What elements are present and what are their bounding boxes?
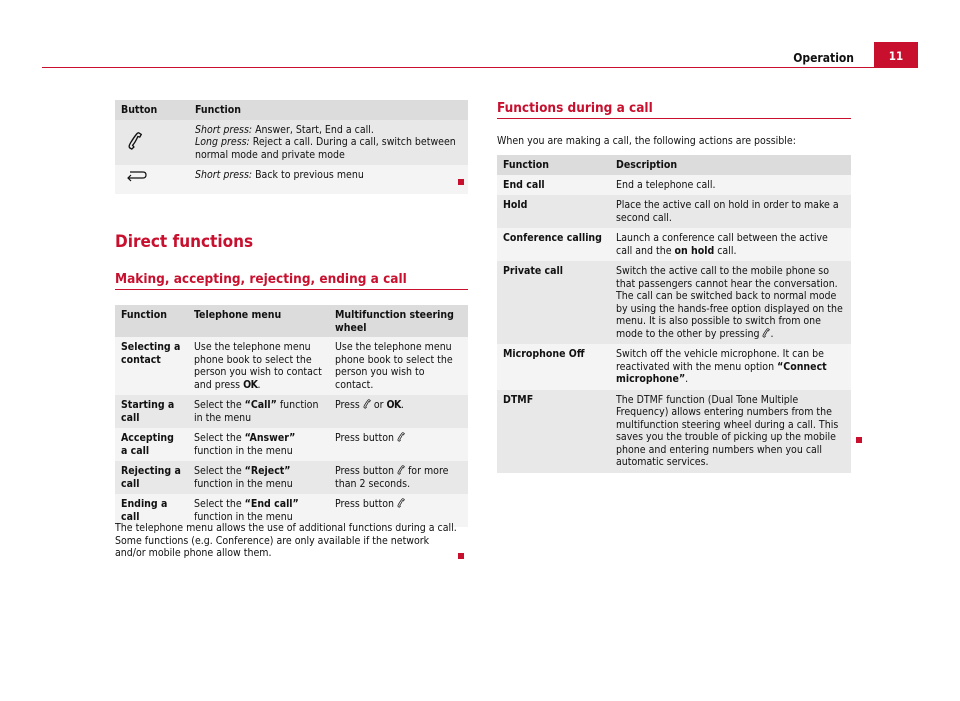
table-row [497,261,851,344]
menu-cell: Select the “Reject” function in the menu [188,461,329,494]
table-row [115,120,468,166]
end-marker [856,437,862,443]
back-arrow-icon [126,169,148,183]
function-cell: Selecting a contact [115,337,188,395]
ok-key-icon: OK [386,399,401,411]
short-press-text: Answer, Start, End a call. [252,123,374,136]
long-press-label: Long press: [195,136,250,148]
section-title-during-call: Functions during a call [497,100,653,116]
long-press-text: Reject a call. During a call, switch between normal mode and private mode [195,136,456,161]
description-cell: The DTMF function (Dual Tone Multiple Frequency) allows entering numbers from the multifunction steering wheel during a call. This saves you the trouble of picking up the mobile phone and entering numbers when you call automatic services. [610,390,851,473]
description-cell: Switch the active call to the mobile phone so that passengers cannot hear the conversation. The call can be switched back to normal mode by using the hands-free option displayed on the menu. It is also possible to switch from one mode to the other by pressing . [610,261,851,344]
menu-cell: Select the “Answer” function in the menu [188,428,329,461]
header-title: Operation [793,51,854,65]
buttons-table [115,100,468,194]
during-call-table [497,155,851,473]
buttons-header-button: Button [115,100,189,120]
function-cell: Accepting a call [115,428,188,461]
table-row [115,461,468,494]
table-row [497,175,851,196]
short-press-label: Short press: [195,123,253,136]
menu-cell: Select the “Call” function in the menu [188,395,329,428]
during-header-function: Function [497,155,610,175]
function-cell: Private call [497,261,610,344]
page-number: 11 [874,42,918,68]
direct-header-wheel: Multifunction steering wheel [329,305,468,337]
ok-key-icon: OK [243,378,258,391]
direct-note: The telephone menu allows the use of additional functions during a call. Some functions (e.g. Conference) are only available if the network and/or mobile phone allow them. [115,522,457,559]
short-press-text: Back to previous menu [252,169,364,181]
function-cell: Starting a call [115,395,188,428]
phone-icon [127,132,143,150]
wheel-cell: Press button [329,494,468,527]
section-title-direct: Direct functions [115,232,254,252]
end-marker [458,553,464,559]
menu-cell: Select the “End call” function in the menu [188,494,329,527]
function-cell: DTMF [497,390,610,473]
description-cell: Place the active call on hold in order to make a second call. [610,195,851,228]
table-row [497,344,851,390]
function-cell: Rejecting a call [115,461,188,494]
wheel-cell: Press or OK. [329,395,468,428]
table-row [497,390,851,473]
header-rule [42,67,918,68]
direct-functions-table [115,305,468,527]
table-row [497,228,851,261]
table-row [115,337,468,395]
subsection-rule [115,289,468,290]
wheel-cell: Use the telephone menu phone book to select the person you wish to contact. [329,337,468,395]
function-cell: End call [497,175,610,196]
section-rule [497,118,851,119]
end-marker [458,179,464,185]
description-cell: End a telephone call. [610,175,851,196]
during-header-description: Description [610,155,851,175]
phone-icon [397,432,405,442]
function-cell: Microphone Off [497,344,610,390]
wheel-cell: Press button for more than 2 seconds. [329,461,468,494]
menu-cell: Use the telephone menu phone book to select the person you wish to contact and press OK. [188,337,329,395]
table-row [497,195,851,228]
table-row [115,395,468,428]
phone-icon [397,498,405,508]
description-cell: Launch a conference call between the active call and the on hold call. [610,228,851,261]
during-intro: When you are making a call, the following actions are possible: [497,135,796,147]
direct-header-function: Function [115,305,188,337]
buttons-header-function: Function [189,100,468,120]
function-cell: Ending a call [115,494,188,527]
phone-icon [397,465,405,475]
short-press-label: Short press: [195,169,253,181]
description-cell: Switch off the vehicle microphone. It can be reactivated with the menu option “Connect microphone”. [610,344,851,390]
table-row [115,428,468,461]
wheel-cell: Press button [329,428,468,461]
function-cell: Conference calling [497,228,610,261]
function-cell: Hold [497,195,610,228]
phone-icon [363,399,371,409]
table-row [115,165,468,194]
subsection-title-call: Making, accepting, rejecting, ending a call [115,271,407,287]
direct-header-menu: Telephone menu [188,305,329,337]
